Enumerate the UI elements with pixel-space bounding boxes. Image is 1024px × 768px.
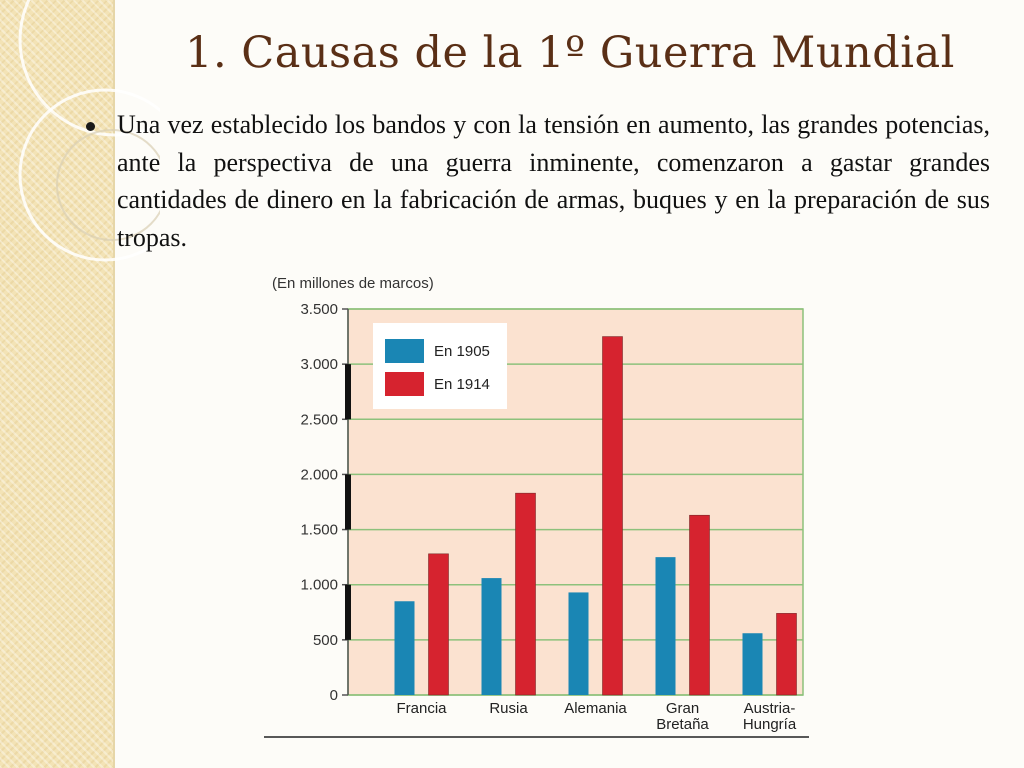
legend-swatch xyxy=(385,339,424,363)
x-tick-label: Gran Bretaña xyxy=(656,700,709,733)
bullet-icon xyxy=(86,122,95,131)
x-tick-labels xyxy=(396,700,796,733)
x-tick-label: Rusia xyxy=(489,700,528,717)
bullet-text: Una vez establecido los bandos y con la tensión en aumento, las grandes potencias, ante la perspectiva de una guerra inminente, comenzaron a gastar grandes cantidades de dinero en la fabricación de armas, buques y en la preparación de sus tropas. xyxy=(117,110,990,252)
legend-swatch xyxy=(385,372,424,396)
military-spending-chart xyxy=(260,266,820,751)
legend xyxy=(373,323,507,409)
axis-segment xyxy=(345,474,351,529)
bar xyxy=(569,592,589,695)
axis-segment xyxy=(345,364,351,419)
axis-segment xyxy=(345,585,351,640)
y-tick-label: 1.000 xyxy=(300,576,338,594)
x-tick-label: Francia xyxy=(396,700,447,717)
x-tick-label: Alemania xyxy=(564,700,627,717)
y-tick-label: 0 xyxy=(329,687,338,704)
legend-label: En 1905 xyxy=(434,343,490,360)
bar xyxy=(395,601,415,695)
x-tick-label: Austria-Hungría xyxy=(742,700,797,733)
bar xyxy=(690,515,710,695)
chart-svg xyxy=(260,266,820,746)
y-tick-label: 3.500 xyxy=(300,301,338,318)
bar xyxy=(656,557,676,695)
bar xyxy=(603,337,623,695)
bar xyxy=(482,578,502,695)
decorative-sidebar xyxy=(0,0,115,768)
y-axis xyxy=(300,301,351,704)
y-axis-label: (En millones de marcos) xyxy=(272,275,434,292)
bar xyxy=(429,554,449,695)
y-tick-label: 1.500 xyxy=(300,521,338,539)
bar xyxy=(516,493,536,695)
bar xyxy=(777,613,797,695)
y-tick-label: 500 xyxy=(312,631,338,649)
y-tick-label: 2.500 xyxy=(300,411,338,429)
bar xyxy=(743,633,763,695)
y-tick-label: 3.000 xyxy=(300,356,338,374)
legend-box xyxy=(373,323,507,409)
slide-title: 1. Causas de la 1º Guerra Mundial xyxy=(185,28,955,78)
y-tick-label: 2.000 xyxy=(300,466,338,484)
legend-label: En 1914 xyxy=(434,376,490,393)
